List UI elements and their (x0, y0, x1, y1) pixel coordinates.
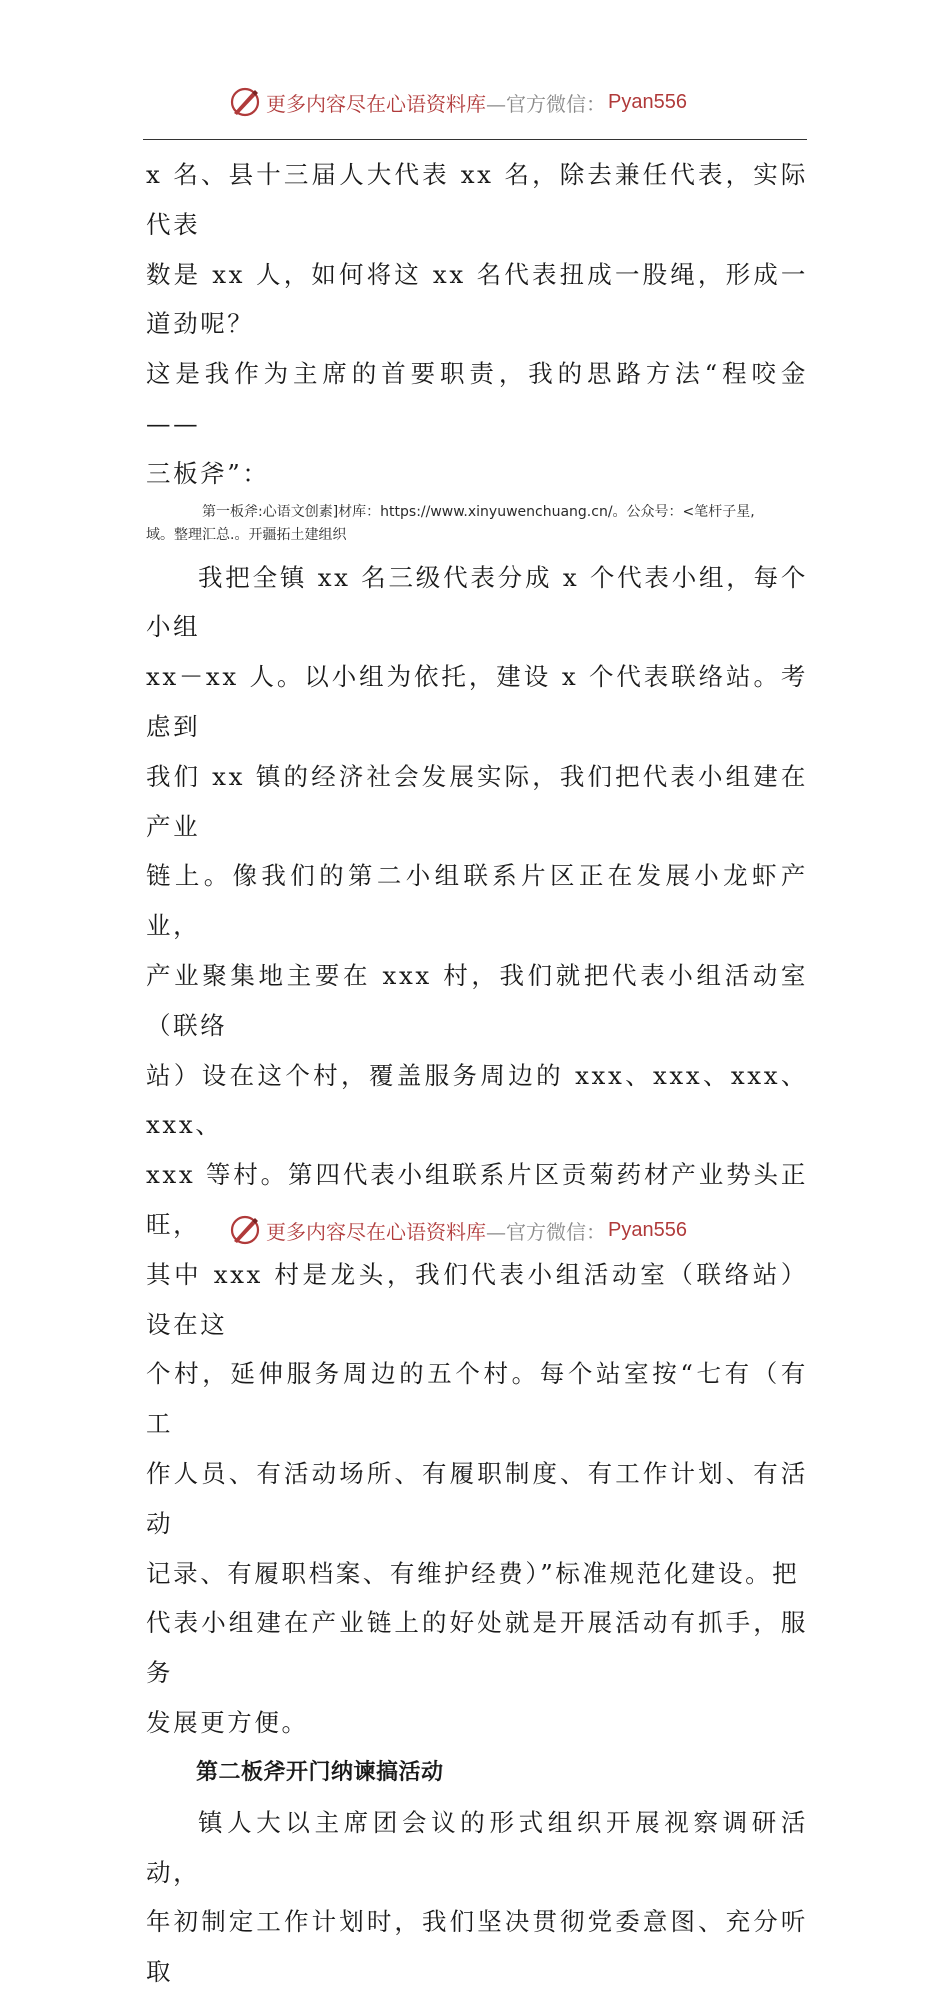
header-brand: 更多内容尽在心语资料库 (266, 91, 486, 116)
paragraph-1 (146, 150, 808, 499)
text-line: 镇人大以主席团会议的形式组织开展视察调研活动， (146, 1807, 808, 1887)
footer-brand: 更多内容尽在心语资料库 (266, 1219, 486, 1244)
text-line: 链上。像我们的第二小组联系片区正在发展小龙虾产业， (146, 861, 808, 941)
text-line: 我把全镇 xx 名三级代表分成 x 个代表小组，每个小组 (146, 562, 808, 642)
text-line: 作人员、有活动场所、有履职制度、有工作计划、有活动 (146, 1458, 808, 1538)
text-line: 站）设在这个村，覆盖服务周边的 xxx、xxx、xxx、xxx、 (146, 1060, 808, 1140)
text-line: x 名、县十三届人大代表 xx 名，除去兼任代表，实际代表 (146, 160, 808, 239)
text-line: 三板斧”： (146, 458, 270, 488)
text-line: xxx 等村。第四代表小组联系片区贡菊药材产业势头正旺， (146, 1160, 808, 1239)
section-heading: 第二板斧开门纳谏搞活动 (196, 1759, 444, 1785)
text-line: 我们 xx 镇的经济社会发展实际，我们把代表小组建在产业 (146, 761, 808, 841)
pen-logo-icon (228, 85, 262, 119)
header-watermark (228, 82, 748, 122)
header-divider (143, 139, 807, 140)
text-line: 代表小组建在产业链上的好处就是开展活动有抓手，服务 (146, 1608, 808, 1688)
source-note-line: 域。整理汇总.。开疆拓土建组织 (146, 526, 347, 543)
source-note-line: 第一板斧:心语文创素]材库：https://www.xinyuwenchuang.cn/。公众号：<笔杆子星, (202, 503, 755, 520)
text-line: 记录、有履职档案、有维护经费）”标准规范化建设。把 (146, 1558, 800, 1588)
paragraph-2 (146, 553, 808, 1748)
text-line: 这是我作为主席的首要职责，我的思路方法“程咬金—— (146, 359, 808, 438)
text-line: 产业聚集地主要在 xxx 村，我们就把代表小组活动室（联络 (146, 960, 808, 1040)
paragraph-3 (146, 1798, 808, 1997)
text-line: 年初制定工作计划时，我们坚决贯彻党委意图、充分听取 (146, 1907, 808, 1987)
header-wechat: Pyan556 (608, 90, 687, 113)
source-note (146, 501, 808, 547)
footer-wechat: Pyan556 (608, 1218, 687, 1241)
document-body (146, 150, 808, 1997)
header-official: —官方微信： (486, 91, 606, 116)
text-line: 数是 xx 人，如何将这 xx 名代表扭成一股绳，形成一道劲呢？ (146, 259, 808, 339)
text-line: xx－xx 人。以小组为依托，建设 x 个代表联络站。考虑到 (146, 662, 808, 741)
text-line: 发展更方便。 (146, 1707, 309, 1737)
footer-watermark (228, 1210, 748, 1250)
text-line: 个村，延伸服务周边的五个村。每个站室按“七有（有工 (146, 1359, 808, 1439)
text-line: 其中 xxx 村是龙头，我们代表小组活动室（联络站）设在这 (146, 1259, 808, 1339)
footer-official: —官方微信： (486, 1219, 606, 1244)
pen-logo-icon (228, 1213, 262, 1247)
